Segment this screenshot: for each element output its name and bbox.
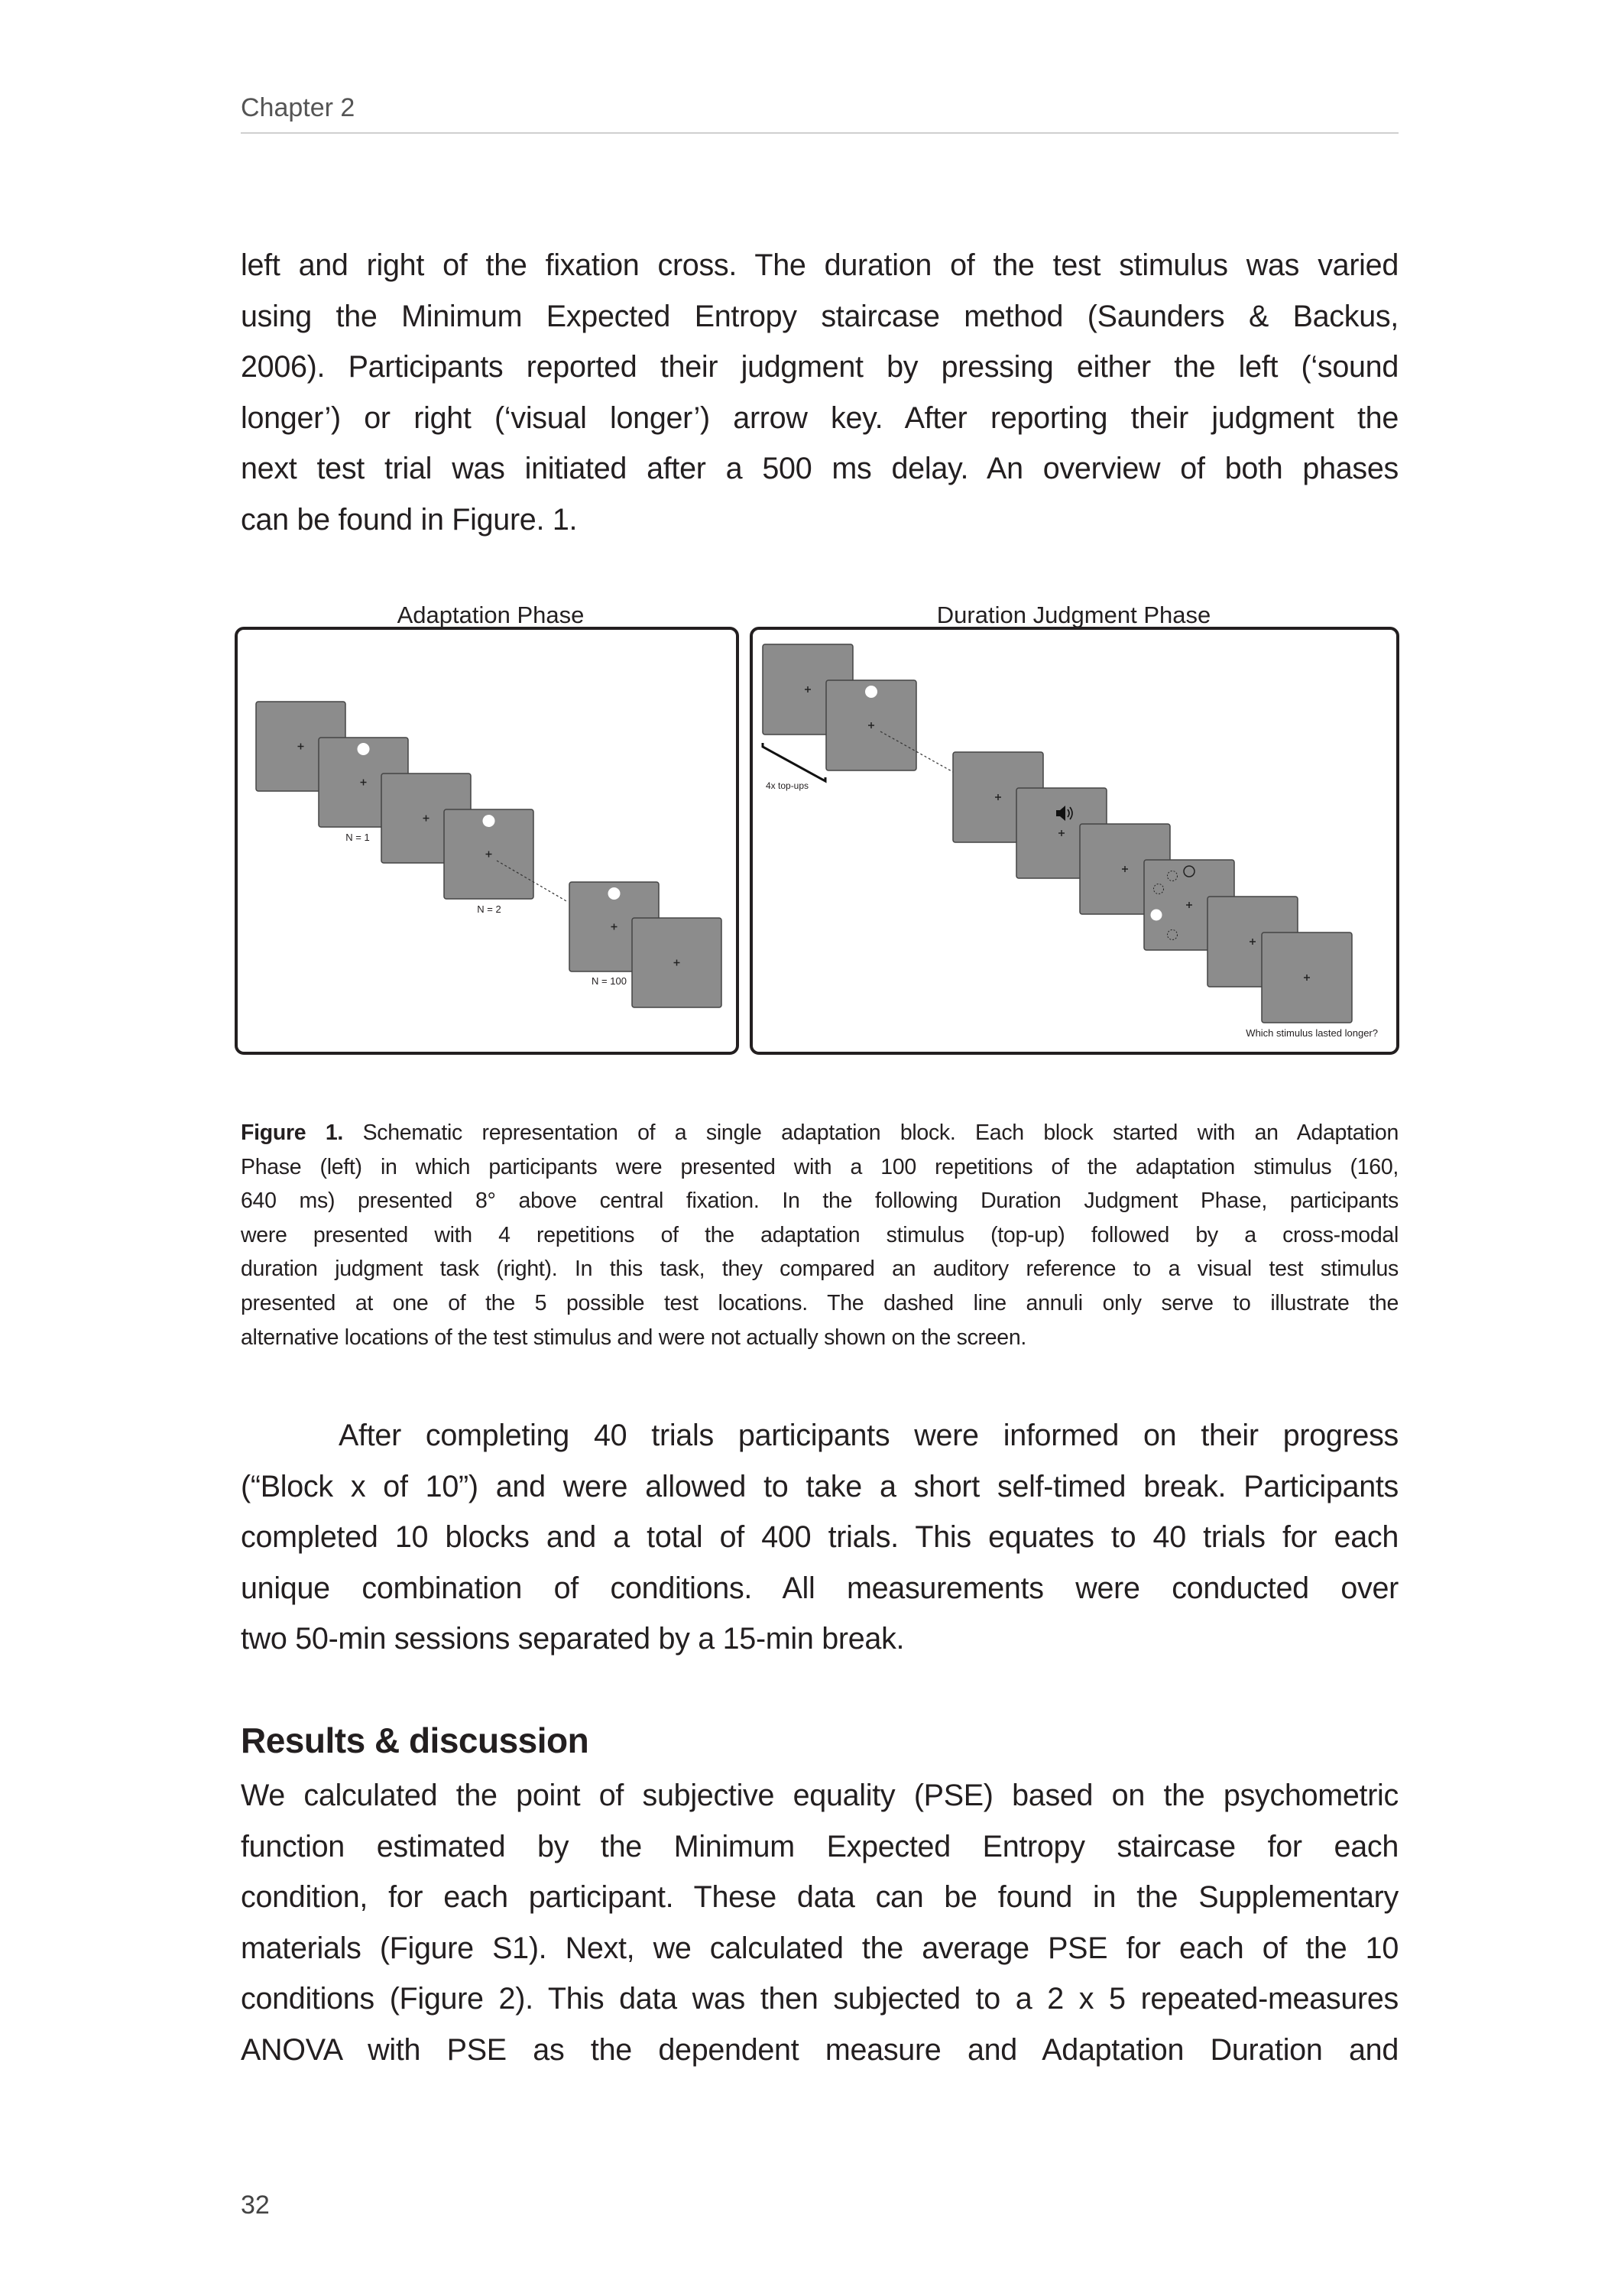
test-stimulus-dot [1151, 910, 1162, 921]
text-line: next test trial was initiated after a 500 ms delay. An overview of both phases [241, 452, 1399, 486]
adaptation-sequence [256, 702, 721, 1007]
caption-line: were presented with 4 repetitions of the adaptation stimulus (top-up) followed by a cross-modal [241, 1222, 1399, 1247]
text-line: We calculated the point of subjective equality (PSE) based on the psychometric [241, 1779, 1399, 1812]
label-n2: N = 2 [477, 903, 501, 915]
judgment-phase-title: Duration Judgment Phase [936, 602, 1211, 628]
caption-label: Figure 1. [241, 1121, 344, 1145]
label-n100: N = 100 [592, 975, 627, 987]
caption-line: Figure 1. Schematic representation of a single adaptation block. Each block started with an Adaptation [241, 1121, 1399, 1145]
screen-fixation [632, 918, 721, 1007]
caption-line: alternative locations of the test stimulus and were not actually shown on the screen. [241, 1325, 1026, 1350]
text-line: function estimated by the Minimum Expected Entropy staircase for each [241, 1829, 1399, 1863]
text-line: two 50-min sessions separated by a 15-min break. [241, 1622, 905, 1656]
text-line: 2006). Participants reported their judgment by pressing either the left (‘sound [241, 350, 1399, 384]
text-line: condition, for each participant. These data can be found in the Supplementary [241, 1880, 1399, 1915]
label-n1: N = 1 [345, 832, 370, 843]
caption-line: Phase (left) in which participants were presented with a 100 repetitions of the adaptation stimulus (160, [241, 1154, 1399, 1179]
running-header: Chapter 2 [241, 93, 355, 122]
text-line: unique combination of conditions. All measurements were conducted over [241, 1571, 1399, 1605]
topup-bracket [763, 743, 825, 781]
section-heading: Results & discussion [241, 1721, 589, 1760]
page-number: 32 [241, 2191, 270, 2220]
text-line: using the Minimum Expected Entropy staircase method (Saunders & Backus, [241, 299, 1399, 333]
screen-adaptor [444, 809, 533, 899]
screen-response [1262, 932, 1352, 1023]
caption-line: duration judgment task (right). In this task, they compared an auditory reference to a visual test stimulus [241, 1257, 1399, 1282]
text-line: can be found in Figure. 1. [241, 502, 578, 537]
judgment-sequence [763, 644, 1352, 1023]
caption-line: 640 ms) presented 8° above central fixation. In the following Duration Judgment Phase, participants [241, 1189, 1399, 1214]
adaptation-phase-title: Adaptation Phase [397, 602, 585, 628]
label-topups: 4x top-ups [766, 780, 809, 791]
caption-line: presented at one of the 5 possible test locations. The dashed line annuli only serve to illustrate the [241, 1290, 1399, 1315]
text-line: materials (Figure S1). Next, we calculated the average PSE for each of the 10 [241, 1931, 1399, 1965]
figure-caption [241, 1116, 1399, 1354]
label-question: Which stimulus lasted longer? [1246, 1027, 1378, 1039]
text-line: longer’) or right (‘visual longer’) arrow key. After reporting their judgment the [241, 401, 1399, 435]
adaptor-dot [483, 815, 495, 827]
text-line: completed 10 blocks and a total of 400 trials. This equates to 40 trials for each [241, 1520, 1399, 1555]
text-line: conditions (Figure 2). This data was then subjected to a 2 x 5 repeated-measures [241, 1982, 1399, 2016]
adaptor-dot [358, 743, 370, 755]
paragraph-2 [241, 1410, 1399, 1665]
figure-1 [0, 0, 1624, 1070]
adaptor-dot [608, 887, 621, 900]
text-line: (“Block x of 10”) and were allowed to take a short self-timed break. Participants [241, 1469, 1399, 1503]
adaptor-dot [865, 686, 877, 698]
screen-topup [826, 680, 916, 770]
text-line: left and right of the fixation cross. The duration of the test stimulus was varied [241, 248, 1399, 282]
paragraph-3 [241, 1770, 1399, 2076]
text-line: ANOVA with PSE as the dependent measure and Adaptation Duration and [241, 2032, 1399, 2067]
text-line: After completing 40 trials participants were informed on their progress [339, 1419, 1399, 1452]
